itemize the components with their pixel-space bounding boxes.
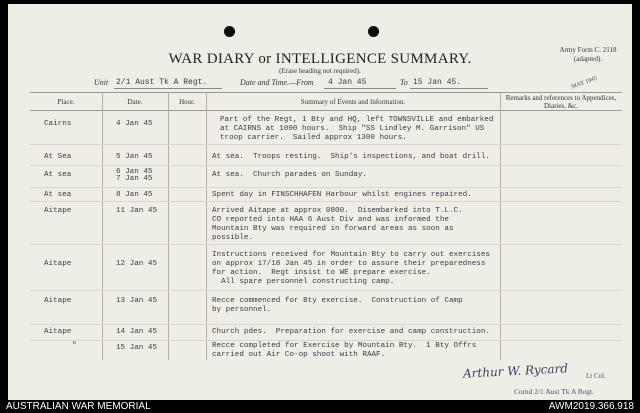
signature-title: Comd 2/1 Aust Tk A Regt. <box>514 387 594 396</box>
entry-summary: Recce commenced for Bty exercise. Construction of Camp by personnel. <box>212 297 463 314</box>
entry-place: At sea <box>44 191 72 199</box>
signature-rank: Lt Col. <box>586 372 606 380</box>
row-divider <box>30 340 622 341</box>
column-divider <box>206 92 207 360</box>
column-divider <box>102 92 103 360</box>
footer-institution: AUSTRALIAN WAR MEMORIAL <box>6 401 151 412</box>
entry-place: Aitape <box>44 207 72 215</box>
column-divider <box>168 92 169 360</box>
col-place: Place. <box>57 98 75 106</box>
unit-label: Unit <box>94 78 109 87</box>
entry-place: At sea <box>44 171 72 179</box>
page-title: WAR DIARY or INTELLIGENCE SUMMARY. <box>168 51 472 67</box>
row-divider <box>30 187 622 188</box>
punch-hole <box>368 26 379 37</box>
footer-accession-number: AWM2019.366.918 <box>548 401 634 412</box>
entry-summary: Arrived Aitape at approx 0800. Disembarked into T.L.C. CO reported into HAA 6 Aust Div and was informed the Mountain Bty was required in forward areas as soon as possible. <box>212 207 463 242</box>
form-number-text: Army Form C. 2118 <box>559 46 617 54</box>
entry-summary: Recce completed for Exercise by Mountain Bty. 1 Bty Offrs carried out Air Co-op shoot with RAAF. <box>212 342 477 359</box>
entry-summary: At sea. Troops resting. Ship's inspections, and boat drill. <box>212 153 490 161</box>
date-from-underline <box>324 88 396 89</box>
date-to-underline <box>410 88 488 89</box>
entry-place: Aitape <box>44 328 72 336</box>
entry-date: 8 Jan 45 <box>116 191 153 199</box>
row-divider <box>30 290 622 291</box>
entry-date: 12 Jan 45 <box>116 260 158 268</box>
entry-date: 4 Jan 45 <box>116 120 153 128</box>
entry-summary: Spent day in FINSCHHAFEN Harbour whilst engines repaired. <box>212 191 472 199</box>
unit-value: 2/1 Aust Tk A Regt. <box>116 78 208 87</box>
row-divider <box>30 144 622 145</box>
form-number <box>548 46 628 64</box>
entry-summary: Part of the Regt, 1 Bty and HQ, left TOWNSVILLE and embarked at CAIRNS at 1000 hours. Ship "SS Lindley M. Garrison" US troop carrier. Sailed approx 1300 hours. <box>220 116 494 142</box>
col-hour: Hour. <box>179 98 195 106</box>
entry-date: 6 Jan 45 7 Jan 45 <box>116 168 153 183</box>
col-summary: Summary of Events and Information. <box>300 98 406 106</box>
page-subtitle: (Erase heading not required). <box>279 67 361 75</box>
column-divider <box>500 92 501 360</box>
diary-page <box>8 4 632 400</box>
entry-place: Aitape <box>44 297 72 305</box>
entry-summary: At sea. Church parades on Sunday. <box>212 171 367 179</box>
row-divider <box>30 244 622 245</box>
entry-place: Cairns <box>44 120 72 128</box>
entry-place: At Sea <box>44 153 72 161</box>
row-divider <box>30 324 622 325</box>
row-divider <box>30 201 622 202</box>
entry-date: 15 Jan 45 <box>116 344 158 352</box>
date-label: Date and Time.—From <box>240 78 314 87</box>
entry-date: 13 Jan 45 <box>116 297 158 305</box>
date-to: 15 Jan 45. <box>413 78 462 87</box>
entry-summary: Instructions received for Mountain Bty to carry out exercises on approx 17/18 Jan 45 in order to assure their preparedness for action. Regt insist to WE prepare exercise. All spare personnel constructing camp. <box>212 251 490 286</box>
date-stamp: MAY 1945 <box>570 75 598 91</box>
punch-hole <box>224 26 235 37</box>
table-header-rule <box>30 110 622 111</box>
row-divider <box>30 165 622 166</box>
signature: Arthur W. Rycard <box>462 361 569 381</box>
entry-summary: Church pdes. Preparation for exercise and camp construction. <box>212 328 490 336</box>
unit-underline <box>114 88 222 89</box>
to-label: To <box>400 78 408 87</box>
form-note: (adapted). <box>573 55 603 63</box>
col-remarks: Remarks and references to Appendices, Diaries, &c. <box>505 94 617 110</box>
col-date: Date. <box>127 98 143 106</box>
table-top-rule <box>30 92 622 93</box>
entry-place: Aitape <box>44 260 72 268</box>
entry-place: " <box>72 342 77 350</box>
entry-date: 5 Jan 45 <box>116 153 153 161</box>
date-from: 4 Jan 45 <box>328 78 367 87</box>
entry-date: 11 Jan 45 <box>116 207 158 215</box>
entry-date: 14 Jan 45 <box>116 328 158 336</box>
